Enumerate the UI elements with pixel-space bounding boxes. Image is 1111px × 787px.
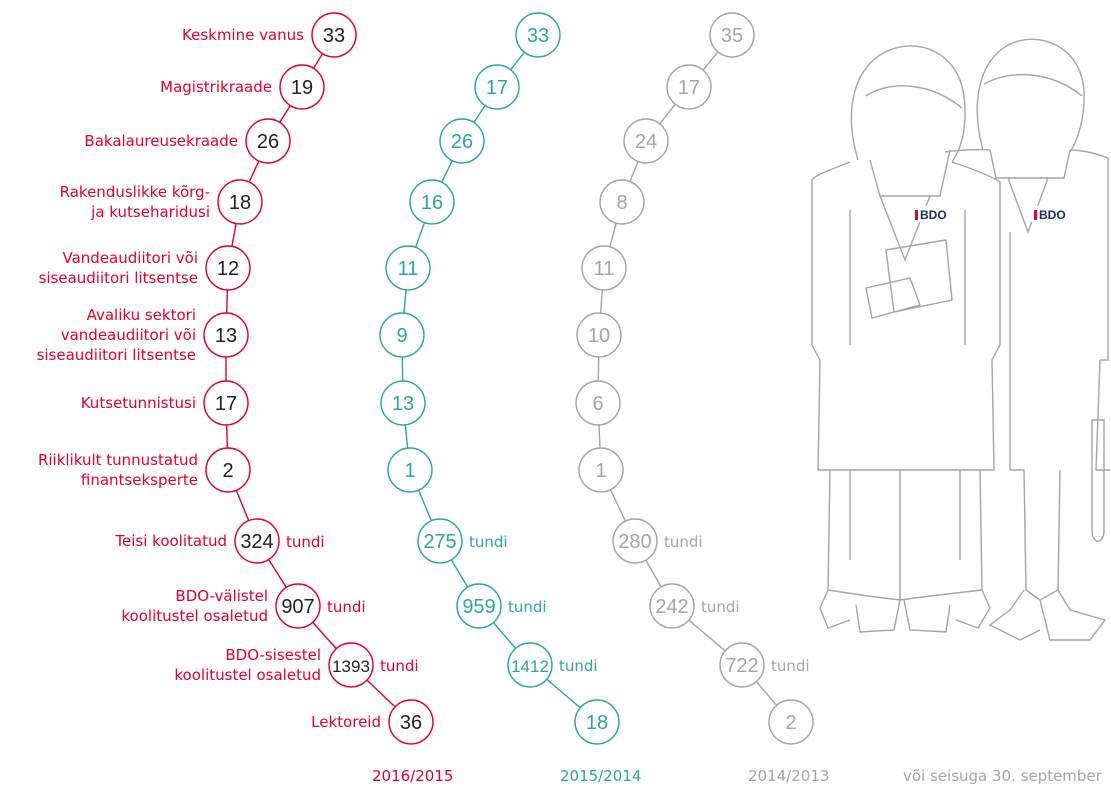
data-point: [667, 65, 711, 109]
row-label-line: Rakenduslikke kõrg-: [59, 183, 210, 201]
data-point: [624, 119, 668, 163]
row-label: [174, 645, 321, 685]
data-label: 33: [322, 25, 346, 47]
data-label: 280: [618, 531, 652, 553]
connector-0-0: [314, 54, 323, 69]
data-point: [204, 313, 248, 357]
connector-1-8: [451, 560, 467, 587]
data-point: [613, 519, 657, 563]
data-point: [246, 119, 290, 163]
data-point: [206, 448, 250, 492]
bdo-badge-left-bar: [915, 210, 918, 220]
connector-0-3: [232, 224, 236, 247]
data-label: 17: [485, 77, 509, 99]
connector-1-2: [442, 161, 453, 183]
row-label-line: ja kutseharidusi: [91, 203, 210, 221]
unit-label: tundi: [701, 598, 740, 616]
data-point: [235, 519, 279, 563]
data-label: 1: [404, 460, 416, 482]
unit-label: tundi: [327, 598, 366, 616]
unit-label: tundi: [664, 533, 703, 551]
data-point: [720, 643, 764, 687]
row-label-line: vandeaudiitori või: [60, 326, 196, 344]
data-label: 13: [214, 325, 238, 347]
connector-2-10: [756, 682, 776, 706]
connector-0-1: [280, 106, 291, 123]
data-point: [418, 519, 462, 563]
data-point: [579, 448, 623, 492]
data-point: [280, 65, 324, 109]
row-label: [121, 586, 268, 626]
connector-2-4: [601, 290, 603, 313]
data-label: 24: [634, 131, 658, 153]
connector-2-1: [660, 104, 676, 124]
data-point: [410, 180, 454, 224]
data-point: [389, 700, 433, 744]
bdo-badge-right-bar: [1034, 210, 1037, 220]
connector-0-7: [236, 490, 248, 520]
data-label: 12: [216, 258, 240, 280]
data-label: 18: [585, 712, 609, 734]
connector-1-6: [405, 425, 407, 448]
row-label-line: Lektoreid: [311, 713, 381, 731]
data-label: 242: [655, 596, 689, 618]
data-label: 26: [450, 131, 474, 153]
connector-0-8: [269, 560, 287, 588]
data-label: 13: [391, 393, 415, 415]
data-point: [388, 448, 432, 492]
row-label: [115, 531, 227, 551]
connector-0-4: [227, 290, 228, 313]
data-label: 26: [256, 131, 280, 153]
data-point: [577, 313, 621, 357]
data-label: 9: [396, 325, 408, 347]
data-label: 275: [423, 531, 457, 553]
connector-2-2: [630, 161, 638, 181]
bdo-logo-left: BDO: [920, 208, 947, 222]
connector-1-0: [511, 52, 525, 69]
row-label: [84, 131, 238, 151]
data-label: 19: [290, 77, 314, 99]
data-label: 907: [281, 596, 315, 618]
data-label: 35: [720, 25, 744, 47]
data-point: [329, 643, 373, 687]
data-point: [475, 65, 519, 109]
legend-2016: 2016/2015: [372, 767, 454, 785]
unit-label: tundi: [469, 533, 508, 551]
data-label: 33: [526, 25, 550, 47]
connector-1-9: [493, 623, 515, 649]
data-label: 8: [616, 192, 628, 214]
data-label: 1393: [332, 657, 370, 676]
row-label-line: BDO-välistel: [175, 587, 268, 605]
data-label: 324: [240, 531, 274, 553]
row-label-line: Magistrikraade: [160, 78, 272, 96]
data-point: [516, 13, 560, 57]
unit-label: tundi: [508, 598, 547, 616]
connector-0-2: [249, 161, 259, 182]
row-label: [182, 25, 304, 45]
data-label: 17: [677, 77, 701, 99]
connector-2-9: [689, 620, 725, 651]
row-label-line: BDO-sisestel: [225, 646, 321, 664]
bdo-logo-right: BDO: [1039, 208, 1066, 222]
data-point: [457, 584, 501, 628]
data-label: 10: [587, 325, 611, 347]
data-label: 16: [420, 192, 444, 214]
connector-0-6: [227, 425, 228, 448]
connector-2-3: [610, 223, 616, 247]
data-label: 11: [593, 258, 615, 280]
data-label: 2: [222, 460, 234, 482]
data-point: [650, 584, 694, 628]
data-label: 1: [595, 460, 607, 482]
chart-marks: [204, 13, 813, 744]
row-label-line: koolitustel osaletud: [121, 607, 268, 625]
legend-2014: 2014/2013: [748, 767, 830, 785]
data-point: [576, 381, 620, 425]
connector-1-7: [419, 490, 432, 520]
connector-2-7: [611, 490, 626, 521]
data-point: [710, 13, 754, 57]
connector-2-6: [599, 425, 600, 448]
row-label-line: Vandeaudiitori või: [62, 249, 198, 267]
data-point: [508, 643, 552, 687]
data-point: [386, 246, 430, 290]
row-label-line: siseaudiitori litsentse: [36, 346, 196, 364]
row-label: [81, 393, 196, 413]
connector-0-10: [367, 680, 395, 707]
data-point: [312, 13, 356, 57]
male-figure: [945, 39, 1110, 640]
data-point: [381, 381, 425, 425]
connector-2-0: [703, 52, 718, 70]
staff-illustration: [812, 39, 1110, 640]
connector-2-8: [646, 560, 661, 587]
row-label: [160, 77, 272, 97]
data-label: 18: [228, 192, 252, 214]
row-label-line: siseaudiitori litsentse: [38, 269, 198, 287]
connector-1-4: [404, 290, 406, 313]
row-label: [60, 182, 210, 222]
row-label-line: koolitustel osaletud: [174, 666, 321, 684]
row-label: [39, 248, 198, 288]
row-label-line: Bakalaureusekraade: [84, 132, 238, 150]
data-label: 959: [462, 596, 496, 618]
row-label-line: Riiklikult tunnustatud: [37, 451, 198, 469]
data-label: 6: [592, 393, 604, 415]
unit-label: tundi: [559, 657, 598, 675]
data-point: [440, 119, 484, 163]
row-label: [311, 712, 381, 732]
row-label-line: Teisi koolitatud: [115, 532, 227, 550]
data-point: [204, 381, 248, 425]
connector-1-1: [474, 105, 485, 122]
footnote: või seisuga 30. september: [903, 767, 1102, 785]
row-label-line: Kutsetunnistusi: [80, 394, 196, 412]
data-point: [218, 180, 262, 224]
row-label-line: finantseksperte: [80, 471, 198, 489]
data-label: 36: [399, 712, 423, 734]
data-label: 17: [214, 393, 238, 415]
data-point: [380, 313, 424, 357]
data-label: 11: [397, 258, 419, 280]
data-label: 1412: [511, 657, 549, 676]
data-label: 2: [785, 712, 797, 734]
data-point: [769, 700, 813, 744]
data-label: 722: [725, 655, 759, 677]
row-label: [38, 450, 198, 490]
legend-2015: 2015/2014: [560, 767, 642, 785]
unit-label: tundi: [380, 657, 419, 675]
connector-1-3: [416, 223, 425, 248]
unit-label: tundi: [771, 657, 810, 675]
row-label: [37, 305, 196, 365]
data-point: [575, 700, 619, 744]
data-point: [206, 246, 250, 290]
data-point: [582, 246, 626, 290]
data-point: [600, 180, 644, 224]
female-figure: [812, 46, 1000, 632]
data-point: [276, 584, 320, 628]
row-label-line: Keskmine vanus: [182, 26, 304, 44]
connector-1-10: [547, 679, 580, 707]
unit-label: tundi: [286, 533, 325, 551]
row-label-line: Avaliku sektori: [86, 306, 196, 324]
